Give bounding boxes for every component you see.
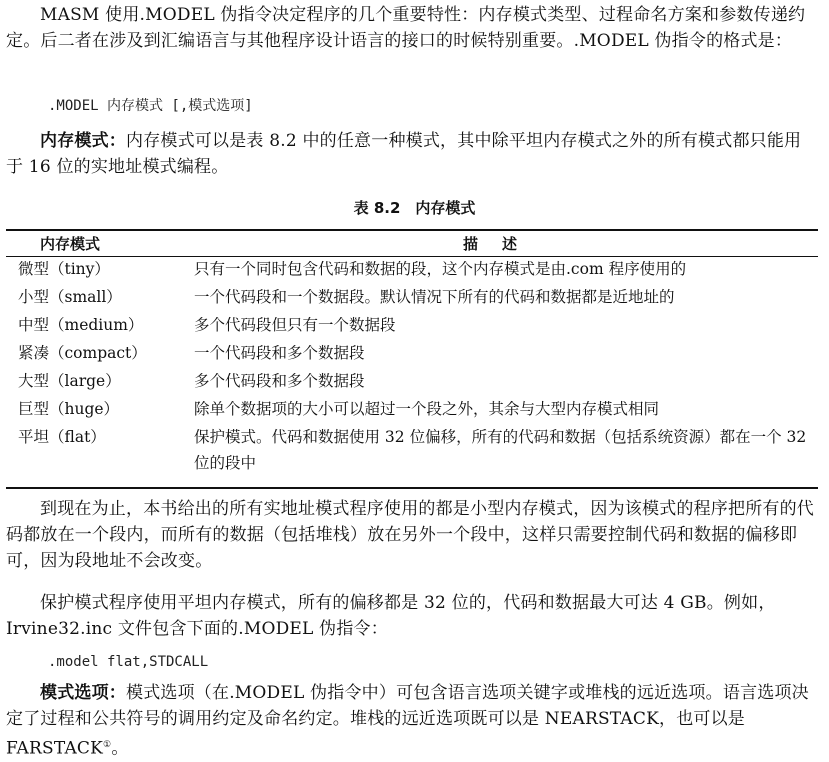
- cell-mode: 微型（tiny）: [18, 260, 110, 278]
- cell-description: 一个代码段和一个数据段。默认情况下所有的代码和数据都是近地址的: [194, 288, 675, 306]
- table-row: [6, 254, 818, 282]
- cell-mode: 中型（medium）: [18, 316, 144, 334]
- table-bottom-rule: [6, 487, 818, 489]
- paragraph-memory-model: [6, 128, 818, 180]
- table-row: [6, 282, 818, 310]
- cell-description: 除单个数据项的大小可以超过一个段之外，其余与大型内存模式相同: [194, 400, 660, 418]
- table-caption: 表 8.2 内存模式: [353, 199, 476, 217]
- cell-description: 多个代码段但只有一个数据段: [194, 316, 396, 334]
- footnote-mark: ①: [103, 740, 112, 750]
- term-memory-model: 内存模式：: [40, 131, 126, 151]
- cell-description: 只有一个同时包含代码和数据的段，这个内存模式是由.com 程序使用的: [194, 260, 687, 278]
- cell-mode: 小型（small）: [18, 288, 122, 306]
- header-description: 描述: [462, 234, 541, 253]
- cell-mode: 巨型（huge）: [18, 400, 120, 418]
- cell-mode: 平坦（flat）: [18, 428, 106, 446]
- cell-description: 一个代码段和多个数据段: [194, 344, 365, 362]
- header-memory-model: 内存模式: [40, 234, 101, 253]
- term-model-options: 模式选项：: [40, 683, 126, 703]
- cell-mode: 大型（large）: [18, 372, 121, 390]
- cell-description: 保护模式。代码和数据使用 32 位偏移，所有的代码和数据（包括系统资源）都在一个 32 位的段中: [194, 428, 807, 472]
- paragraph-model-options: [6, 680, 818, 762]
- cell-mode: 紧凑（compact）: [18, 344, 147, 362]
- memory-model-table: [6, 232, 818, 476]
- table-row: [6, 310, 818, 338]
- code-model-flat: .model flat,STDCALL: [48, 654, 209, 670]
- paragraph-flat-model: 保护模式程序使用平坦内存模式，所有的偏移都是 32 位的，代码和数据最大可达 4 GB。例如，Irvine32.inc 文件包含下面的.MODEL 伪指令：: [6, 593, 776, 639]
- paragraph-end: 。: [111, 738, 129, 759]
- table-row: [6, 366, 818, 394]
- paragraph-model-directive: MASM 使用.MODEL 伪指令决定程序的几个重要特性：内存模式类型、过程命名方案和参数传递约定。后二者在涉及到汇编语言与其他程序设计语言的接口的时候特别重要。.MODEL 伪指令的格式是：: [6, 5, 806, 51]
- paragraph-model-options-text: 模式选项（在.MODEL 伪指令中）可包含语言选项关键字或堆栈的远近选项。语言选项决定了过程和公共符号的调用约定及命名约定。堆栈的远近选项既可以是 NEARSTACK，也可以是 FARSTACK: [6, 683, 809, 759]
- code-model-syntax: .MODEL 内存模式 [,模式选项]: [48, 98, 253, 114]
- table-header-row: [6, 232, 818, 254]
- cell-description: 多个代码段和多个数据段: [194, 372, 365, 390]
- table-row: [6, 394, 818, 422]
- paragraph-small-model: 到现在为止，本书给出的所有实地址模式程序使用的都是小型内存模式，因为该模式的程序把所有的代码都放在一个段内，而所有的数据（包括堆栈）放在另外一个段中，这样只需要控制代码和数据的偏移即可，因为段地址不会改变。: [6, 499, 814, 571]
- paragraph-memory-model-text: 内存模式可以是表 8.2 中的任意一种模式，其中除平坦内存模式之外的所有模式都只能用于 16 位的实地址模式编程。: [6, 131, 802, 177]
- table-top-rule: [6, 229, 818, 231]
- table-row: [6, 422, 818, 476]
- table-row: [6, 338, 818, 366]
